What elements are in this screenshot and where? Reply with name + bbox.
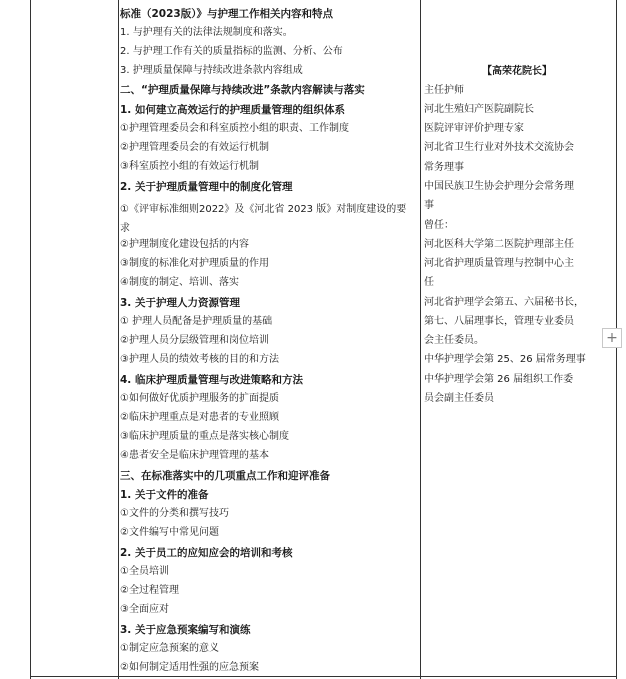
bio-line: 医院评审评价护理专家 bbox=[424, 123, 524, 134]
subsection-heading: 3. 关于护理人力资源管理 bbox=[120, 297, 240, 309]
subsection-heading: 1. 关于文件的准备 bbox=[120, 489, 209, 501]
bio-line: 曾任： bbox=[424, 220, 454, 231]
bio-line: 河北省护理学会第五、六届秘书长， bbox=[424, 297, 584, 308]
content-line: ①制定应急预案的意义 bbox=[120, 643, 219, 654]
subsection-heading: 1. 如何建立高效运行的护理质量管理的组织体系 bbox=[120, 104, 345, 116]
subsection-heading: 3. 关于应急预案编写和演练 bbox=[120, 624, 251, 636]
content-line: 2. 与护理工作有关的质量指标的监测、分析、公布 bbox=[120, 46, 343, 57]
content-line: ②护理人员分层级管理和岗位培训 bbox=[120, 335, 269, 346]
table-border-bottom bbox=[30, 676, 616, 677]
section-heading: 二、“护理质量保障与持续改进”条款内容解读与落实 bbox=[120, 84, 365, 96]
content-line: ②全过程管理 bbox=[120, 585, 179, 596]
content-line: ③临床护理质量的重点是落实核心制度 bbox=[120, 431, 289, 442]
content-line: ②文件编写中常见问题 bbox=[120, 527, 219, 538]
content-line: ①文件的分类和撰写技巧 bbox=[120, 508, 229, 519]
bio-line: 中华护理学会第 26 届组织工作委 bbox=[424, 374, 574, 385]
content-line: ②临床护理重点是对患者的专业照顾 bbox=[120, 412, 279, 423]
content-line: ①《评审标准细则2022》及《河北省 2023 版》对制度建设的要求 bbox=[120, 204, 407, 234]
content-line: ①如何做好优质护理服务的扩面提质 bbox=[120, 393, 279, 404]
content-line: ①全员培训 bbox=[120, 566, 169, 577]
bio-line: 中国民族卫生协会护理分会常务理 bbox=[424, 181, 574, 192]
bio-line: 主任护师 bbox=[424, 85, 464, 96]
content-line: ①护理管理委员会和科室质控小组的职责、工作制度 bbox=[120, 123, 349, 134]
bio-line: 常务理事 bbox=[424, 162, 464, 173]
content-line: 标准（2023版）》与护理工作相关内容和特点 bbox=[120, 8, 333, 20]
content-line: ②护理管理委员会的有效运行机制 bbox=[120, 142, 269, 153]
content-line: ① 护理人员配备是护理质量的基础 bbox=[120, 316, 273, 327]
content-line: ②如何制定适用性强的应急预案 bbox=[120, 662, 259, 673]
content-line: ③科室质控小组的有效运行机制 bbox=[120, 161, 259, 172]
table-border-left bbox=[30, 0, 31, 679]
content-line: ②护理制度化建设包括的内容 bbox=[120, 239, 249, 250]
table-border-col1 bbox=[118, 0, 119, 679]
subsection-heading: 2. 关于护理质量管理中的制度化管理 bbox=[120, 181, 293, 193]
content-line: 3. 护理质量保障与持续改进条款内容组成 bbox=[120, 65, 303, 76]
content-line: ③护理人员的绩效考核的目的和方法 bbox=[120, 354, 279, 365]
bio-line: 任 bbox=[424, 277, 434, 288]
bio-line: 河北医科大学第二医院护理部主任 bbox=[424, 239, 574, 250]
bio-line: 事 bbox=[424, 200, 434, 211]
speaker-heading: 【高荣花院长】 bbox=[482, 66, 552, 77]
content-line: ③制度的标准化对护理质量的作用 bbox=[120, 258, 269, 269]
bio-line: 员会副主任委员 bbox=[424, 393, 494, 404]
bio-line: 中华护理学会第 25、26 届常务理事 bbox=[424, 354, 586, 365]
subsection-heading: 2. 关于员工的应知应会的培训和考核 bbox=[120, 547, 293, 559]
content-line: ④患者安全是临床护理管理的基本 bbox=[120, 450, 269, 461]
content-line: ④制度的制定、培训、落实 bbox=[120, 277, 239, 288]
bio-line: 河北省护理质量管理与控制中心主 bbox=[424, 258, 574, 269]
bio-line: 河北省卫生行业对外技术交流协会 bbox=[424, 142, 574, 153]
add-column-button[interactable]: + bbox=[602, 328, 622, 348]
section-heading: 三、在标准落实中的几项重点工作和迎评准备 bbox=[120, 470, 330, 482]
bio-line: 第七、八届理事长，管理专业委员 bbox=[424, 316, 574, 327]
content-line: ③全面应对 bbox=[120, 604, 169, 615]
subsection-heading: 4. 临床护理质量管理与改进策略和方法 bbox=[120, 374, 303, 386]
bio-line: 河北生殖妇产医院副院长 bbox=[424, 104, 534, 115]
bio-line: 会主任委员。 bbox=[424, 335, 484, 346]
content-line: 1. 与护理有关的法律法规制度和落实。 bbox=[120, 27, 293, 38]
table-border-col2 bbox=[420, 0, 421, 679]
